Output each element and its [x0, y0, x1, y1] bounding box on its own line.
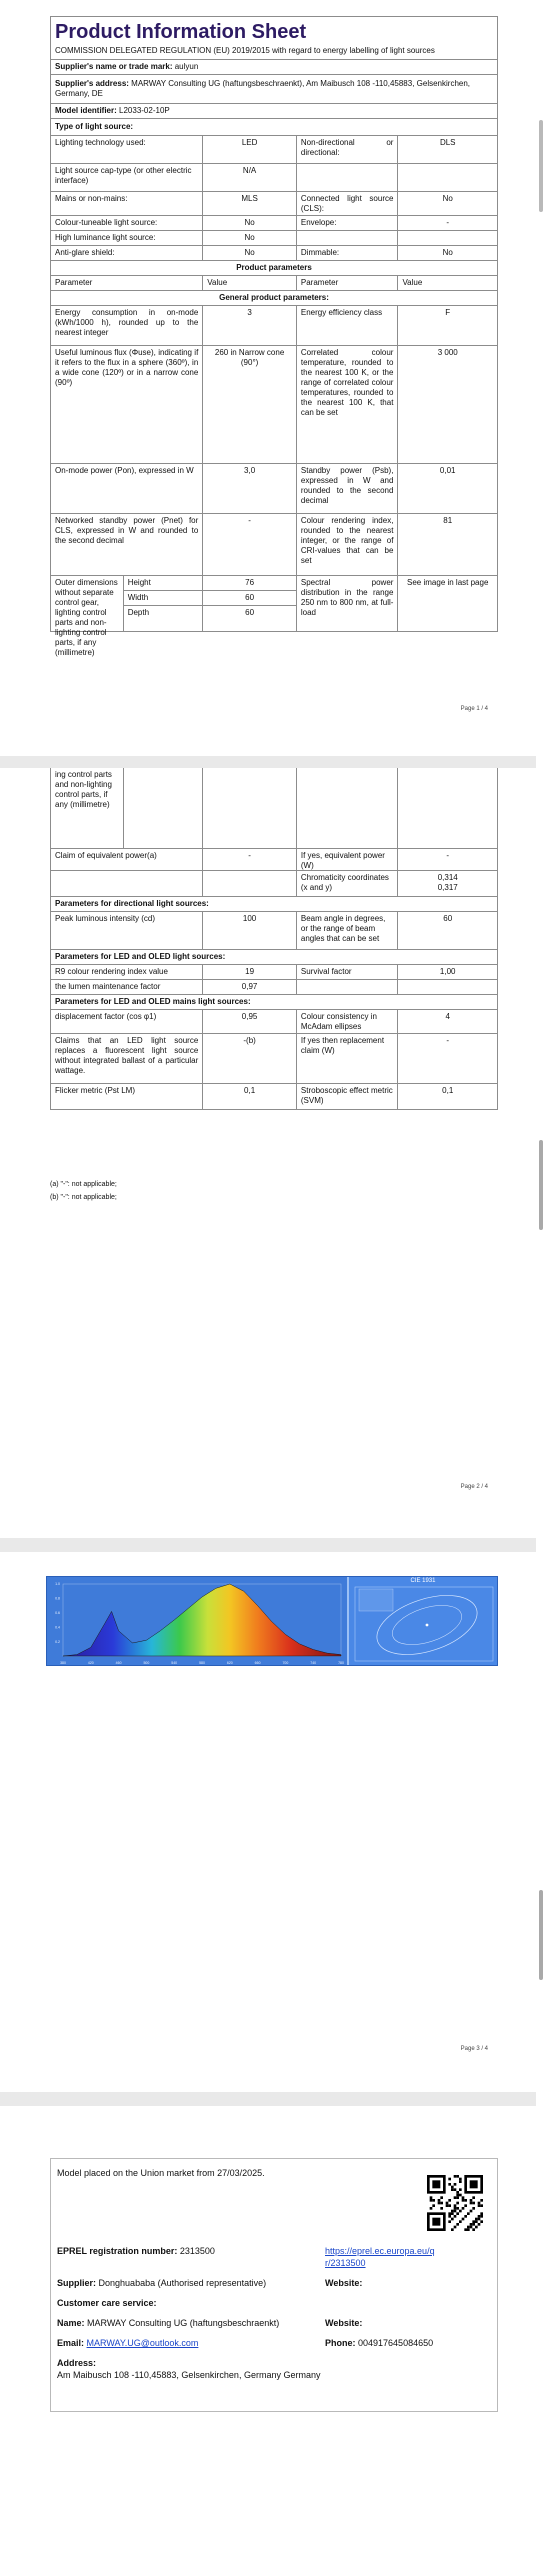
param-value: - [397, 1034, 497, 1083]
param-label: R9 colour rendering index value [55, 967, 168, 976]
market-info-box [50, 2158, 498, 2412]
type-row-value [397, 231, 497, 245]
param-label: Beam angle in degrees, or the range of beam angles that can be set [296, 912, 398, 949]
param-label: Colour consistency in McAdam ellipses [296, 1010, 398, 1033]
footnote: (a) "-": not applicable; [50, 1181, 117, 1188]
address-label: Address: [57, 2358, 97, 2368]
type-row-value: No [202, 231, 296, 245]
chromaticity-value: 0,314 0,317 [397, 871, 497, 896]
cie-header: CIE 1931 [410, 1578, 436, 1584]
param-value: 3 [202, 306, 296, 345]
type-row-label: Anti-glare shield: [55, 248, 115, 257]
scrollbar[interactable] [536, 0, 547, 2560]
eprel-link[interactable]: https://eprel.ec.europa.eu/qr/2313500 [325, 2246, 435, 2268]
empty-cell [202, 768, 296, 848]
dimensions-label: Outer dimensions without separate control gear, lighting control parts and non-lighting control parts, if any (millimetre) [55, 578, 118, 657]
type-row-value: N/A [202, 164, 296, 191]
scroll-thumb-tertiary[interactable] [539, 1890, 543, 1980]
type-row-value: LED [202, 136, 296, 163]
param-value: 100 [202, 912, 296, 949]
cie-ellipse-plot [349, 1585, 499, 1665]
type-row-label: Non-directional or directional: [296, 136, 398, 163]
column-header-parameter: Parameter [296, 276, 398, 290]
footnote: (b) "-": not applicable; [50, 1194, 117, 1201]
param-label: Energy consumption in on-mode (kWh/1000 h), rounded up to the nearest integer [55, 308, 199, 337]
mains-heading: Parameters for LED and OLED mains light sources: [55, 997, 251, 1006]
param-value: - [202, 514, 296, 575]
param-label: On-mode power (Pon), expressed in W [55, 466, 194, 475]
customer-care-label: Customer care service: [57, 2298, 157, 2308]
param-label: Claim of equivalent power(a) [55, 851, 157, 860]
type-row-value [397, 164, 497, 191]
spectrum-image [46, 1576, 498, 1666]
param-value: 0,1 [202, 1084, 296, 1109]
regulation-subtitle: COMMISSION DELEGATED REGULATION (EU) 2019/2015 with regard to energy labelling of light sources [55, 46, 435, 55]
supplier-name-value: aulyun [174, 62, 199, 71]
height-label: Height [124, 576, 203, 591]
type-row-value: - [397, 216, 497, 230]
page-2 [0, 768, 536, 1538]
name-label: Name: [57, 2318, 85, 2328]
x-tick-label: 380 [60, 1661, 66, 1665]
param-label: displacement factor (cos φ1) [55, 1012, 157, 1021]
footnotes [50, 1178, 117, 1204]
x-tick-label: 780 [338, 1661, 344, 1665]
param-label: Survival factor [296, 965, 398, 979]
column-header-value: Value [202, 276, 296, 290]
type-row-value: MLS [202, 192, 296, 215]
y-tick-label: 0.6 [55, 1611, 60, 1615]
param-label: Flicker metric (Pst LM) [55, 1086, 135, 1095]
x-tick-label: 500 [143, 1661, 150, 1665]
eprel-label: EPREL registration number: [57, 2246, 178, 2256]
param-value [202, 871, 296, 896]
address-value: Am Maibusch 108 -110,45883, Gelsenkirchen, Germany Germany [57, 2370, 321, 2380]
x-tick-label: 700 [282, 1661, 289, 1665]
page-1 [0, 0, 536, 756]
param-label: Colour rendering index, rounded to the nearest integer, or the range of CRI-values that can be set [296, 514, 398, 575]
general-parameters-heading: General product parameters: [219, 293, 329, 302]
param-label: Energy efficiency class [296, 306, 398, 345]
param-label [51, 871, 202, 896]
param-value: -(b) [202, 1034, 296, 1083]
param-value: 60 [397, 912, 497, 949]
supplier-address-label: Supplier's address: [55, 79, 129, 88]
x-tick-label: 620 [226, 1661, 233, 1665]
depth-value: 60 [245, 608, 255, 617]
param-label: Peak luminous intensity (cd) [55, 914, 156, 923]
phone-value: 004917645084650 [358, 2338, 434, 2348]
type-section-heading: Type of light source: [55, 122, 134, 131]
empty-cell [397, 980, 497, 994]
empty-cell [296, 768, 398, 848]
model-identifier-label: Model identifier: [55, 106, 117, 115]
param-value: 0,1 [397, 1084, 497, 1109]
type-row-label: Lighting technology used: [55, 138, 146, 147]
type-row-value: No [397, 246, 497, 260]
empty-cell [123, 768, 203, 848]
name-value: MARWAY Consulting UG (haftungsbeschraenkt) [87, 2318, 280, 2328]
scroll-thumb-secondary[interactable] [539, 1140, 543, 1230]
param-value: 260 in Narrow cone (90°) [202, 346, 296, 463]
scroll-thumb[interactable] [539, 120, 543, 212]
dimensions-label-continued: ing control parts and non-lighting control parts, if any (millimetre) [55, 770, 112, 809]
page-3 [0, 1552, 536, 2092]
param-label: Chromaticity coordinates (x and y) [296, 871, 398, 896]
led-heading: Parameters for LED and OLED light sources: [55, 952, 226, 961]
width-value: 60 [203, 591, 296, 606]
type-row-label [296, 164, 398, 191]
type-row-label: Mains or non-mains: [55, 194, 128, 203]
email-label: Email: [57, 2338, 85, 2348]
type-row-value: No [202, 216, 296, 230]
empty-cell [296, 980, 398, 994]
param-label: If yes, equivalent power (W) [296, 849, 398, 870]
height-value: 76 [203, 576, 296, 591]
param-label: Stroboscopic effect metric (SVM) [296, 1084, 398, 1109]
param-label: the lumen maintenance factor [55, 982, 161, 991]
param-label: If yes then replacement claim (W) [296, 1034, 398, 1083]
param-label: Correlated colour temperature, rounded to the nearest 100 K, or the range of correlated colour temperatures, rounded to the nearest 100 K, that can be set [296, 346, 398, 463]
x-tick-label: 580 [199, 1661, 205, 1665]
x-ticks [60, 1661, 344, 1665]
energy-class-value: F [397, 306, 497, 345]
type-row-value: No [397, 192, 497, 215]
info-sheet-table-continued [50, 768, 498, 1110]
website-label-2: Website: [325, 2318, 363, 2328]
column-header-parameter: Parameter [55, 278, 93, 287]
type-row-label: Dimmable: [296, 246, 398, 260]
width-label: Width [124, 591, 203, 606]
param-value: 1,00 [397, 965, 497, 979]
param-label: Networked standby power (Pnet) for CLS, expressed in W and rounded to the second decimal [55, 516, 199, 545]
spectral-distribution-chart [49, 1578, 349, 1666]
x-tick-label: 740 [310, 1661, 317, 1665]
page-number: Page 3 / 4 [460, 2046, 488, 2052]
type-row-value: DLS [397, 136, 497, 163]
x-tick-label: 460 [115, 1661, 122, 1665]
x-tick-label: 420 [87, 1661, 94, 1665]
dimensions-sublabels [123, 576, 203, 631]
eprel-number: 2313500 [179, 2246, 215, 2256]
supplier-address-value: MARWAY Consulting UG (haftungsbeschraenkt), Am Maibusch 108 -110,45883, Gelsenkirchen, Germany, DE [55, 79, 471, 98]
y-tick-label: 0.4 [55, 1625, 60, 1630]
column-header-value: Value [397, 276, 497, 290]
param-value: 3,0 [202, 464, 296, 513]
empty-cell [397, 768, 497, 848]
supplier-name-label: Supplier's name or trade mark: [55, 62, 173, 71]
param-value: 0,95 [202, 1010, 296, 1033]
x-tick-label: 540 [171, 1661, 178, 1665]
y-tick-label: 1.0 [55, 1582, 60, 1587]
y-ticks [55, 1582, 60, 1644]
type-row-label: Light source cap-type (or other electric interface) [55, 166, 192, 185]
phone-label: Phone: [325, 2338, 356, 2348]
param-label: Standby power (Psb), expressed in W and rounded to the second decimal [296, 464, 398, 513]
param-value: - [202, 849, 296, 870]
type-row-label: Colour-tuneable light source: [55, 218, 158, 227]
y-tick-label: 0.8 [55, 1596, 60, 1601]
info-sheet-table [50, 16, 498, 657]
param-value: 4 [397, 1010, 497, 1033]
cct-value: 3 000 [397, 346, 497, 463]
type-row-label: Connected light source (CLS): [296, 192, 398, 215]
page-4 [0, 2106, 536, 2560]
supplier-value: Donghuababa (Authorised representative) [98, 2278, 267, 2288]
standby-power-value: 0,01 [397, 464, 497, 513]
spectral-label: Spectral power distribution in the range 250 nm to 800 nm, at full-load [296, 576, 398, 631]
website-label: Website: [325, 2278, 363, 2288]
model-identifier-value: L2033-02-10P [119, 106, 170, 115]
param-value: 19 [202, 965, 296, 979]
product-parameters-heading: Product parameters [236, 263, 312, 272]
dimensions-values [202, 576, 296, 631]
param-value: 0,97 [202, 980, 296, 994]
qr-code-icon[interactable] [427, 2175, 483, 2231]
depth-label: Depth [127, 608, 150, 617]
y-tick-label: 0.2 [55, 1639, 60, 1644]
param-value: - [397, 849, 497, 870]
directional-heading: Parameters for directional light sources: [55, 899, 209, 908]
x-tick-label: 660 [254, 1661, 261, 1665]
page-number: Page 2 / 4 [460, 1484, 488, 1490]
email-link[interactable]: MARWAY.UG@outlook.com [86, 2338, 199, 2348]
cri-value: 81 [397, 514, 497, 575]
type-row-value: No [202, 246, 296, 260]
type-row-label: Envelope: [296, 216, 398, 230]
param-label: Claims that an LED light source replaces a fluorescent light source without integrated ballast of a particular wattage. [55, 1036, 199, 1075]
cie-diagram [347, 1577, 497, 1665]
page-number: Page 1 / 4 [460, 706, 488, 712]
type-row-label: High luminance light source: [55, 233, 156, 242]
param-label: Useful luminous flux (Φuse), indicating if it refers to the flux in a sphere (360º), in a wide cone (120º) or in a narrow cone (90º) [55, 348, 199, 387]
market-placement-text: Model placed on the Union market from 27/03/2025. [57, 2168, 265, 2178]
page-title: Product Information Sheet [55, 21, 307, 43]
type-row-label [296, 231, 398, 245]
supplier-label: Supplier: [57, 2278, 97, 2288]
spectral-value: See image in last page [397, 576, 497, 631]
